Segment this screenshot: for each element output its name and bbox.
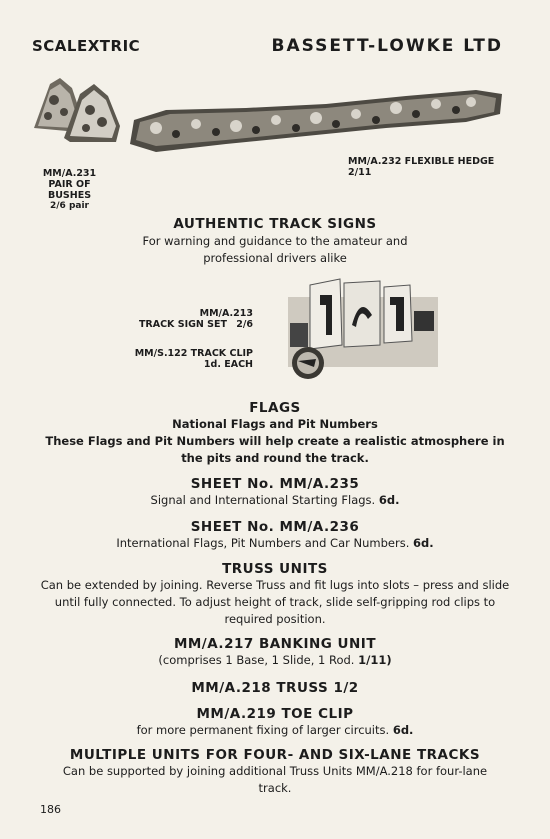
bushes-name-1: PAIR OF	[48, 179, 91, 190]
toe-clip-section	[20, 706, 530, 739]
toe-clip-title: MM/A.219 TOE CLIP	[196, 706, 354, 722]
toe-clip-desc: for more permanent fixing of larger circuits.	[136, 723, 390, 737]
sheet1-section	[20, 476, 530, 509]
bushes-price: 2/6 pair	[50, 201, 89, 211]
track-sign-caption	[113, 308, 253, 330]
toe-clip-desc-row	[20, 722, 530, 739]
banking-title: MM/A.217 BANKING UNIT	[173, 636, 377, 652]
truss-heading: TRUSS UNITS	[222, 561, 328, 577]
track-signs-heading: AUTHENTIC TRACK SIGNS	[173, 216, 377, 232]
track-sign-code: MM/A.213	[199, 308, 253, 319]
track-signs-line1: For warning and guidance to the amateur and	[142, 234, 408, 248]
track-clip-caption	[113, 348, 253, 370]
flags-section	[20, 400, 530, 467]
hedge-code-name: MM/A.232 FLEXIBLE HEDGE	[348, 156, 495, 167]
truss-unit-section	[20, 680, 530, 696]
multiple-units-heading: MULTIPLE UNITS FOR FOUR- AND SIX-LANE TRACKS	[69, 747, 481, 763]
track-clip-price: 1d. EACH	[203, 359, 253, 370]
sheet2-title: SHEET No. MM/A.236	[190, 519, 360, 535]
banking-desc-row	[20, 652, 530, 669]
sheet2-desc-row	[20, 535, 530, 552]
sheet1-desc: Signal and International Starting Flags.	[150, 493, 376, 507]
multiple-units-section	[20, 747, 530, 797]
multiple-units-line1: Can be supported by joining additional Truss Units MM/A.218 for four-lane	[62, 764, 488, 778]
brand-scalextric: SCALEXTRIC	[32, 37, 141, 55]
truss-line3: required position.	[224, 612, 326, 626]
truss-section	[20, 561, 530, 628]
truss-unit-title: MM/A.218 TRUSS 1/2	[191, 680, 359, 696]
hedge-image	[126, 84, 506, 156]
track-signs-section	[20, 216, 530, 267]
bushes-name-2: BUSHES	[47, 190, 92, 201]
flags-line2: the pits and round the track.	[181, 451, 369, 465]
bushes-code: MM/A.231	[42, 168, 97, 179]
track-sign-name-row	[113, 319, 253, 330]
truss-line2: until fully connected. To adjust height of track, slide self-gripping rod clips to	[54, 595, 496, 609]
banking-price: 1/11)	[358, 653, 392, 667]
banking-desc: (comprises 1 Base, 1 Slide, 1 Rod.	[158, 653, 355, 667]
track-signs-line2: professional drivers alike	[203, 251, 347, 265]
sheet2-price: 6d.	[413, 536, 434, 550]
multiple-units-line2: track.	[258, 781, 292, 795]
page-number: 186	[40, 803, 61, 816]
hedge-caption	[348, 156, 494, 178]
sheet1-price: 6d.	[378, 493, 400, 507]
brand-bassett-lowke: BASSETT-LOWKE LTD	[271, 36, 503, 56]
toe-clip-price: 6d.	[392, 723, 414, 737]
sheet2-desc: International Flags, Pit Numbers and Car Numbers.	[116, 536, 410, 550]
flags-line1: These Flags and Pit Numbers will help create a realistic atmosphere in	[45, 434, 505, 448]
sheet1-desc-row	[20, 492, 530, 509]
bushes-image	[30, 70, 125, 145]
bushes-caption	[32, 168, 107, 211]
track-sign-price: 2/6	[236, 319, 253, 330]
sheet1-title: SHEET No. MM/A.235	[190, 476, 360, 492]
track-clip-code-name: MM/S.122 TRACK CLIP	[134, 348, 253, 359]
track-signs-image	[280, 275, 440, 385]
banking-section	[20, 636, 530, 669]
track-sign-name: TRACK SIGN SET	[138, 319, 227, 330]
truss-line1: Can be extended by joining. Reverse Truss and fit lugs into slots – press and slide	[40, 578, 510, 592]
flags-heading: FLAGS	[249, 400, 301, 416]
flags-subheading: National Flags and Pit Numbers	[172, 417, 378, 431]
hedge-price: 2/11	[348, 167, 372, 178]
sheet2-section	[20, 519, 530, 552]
